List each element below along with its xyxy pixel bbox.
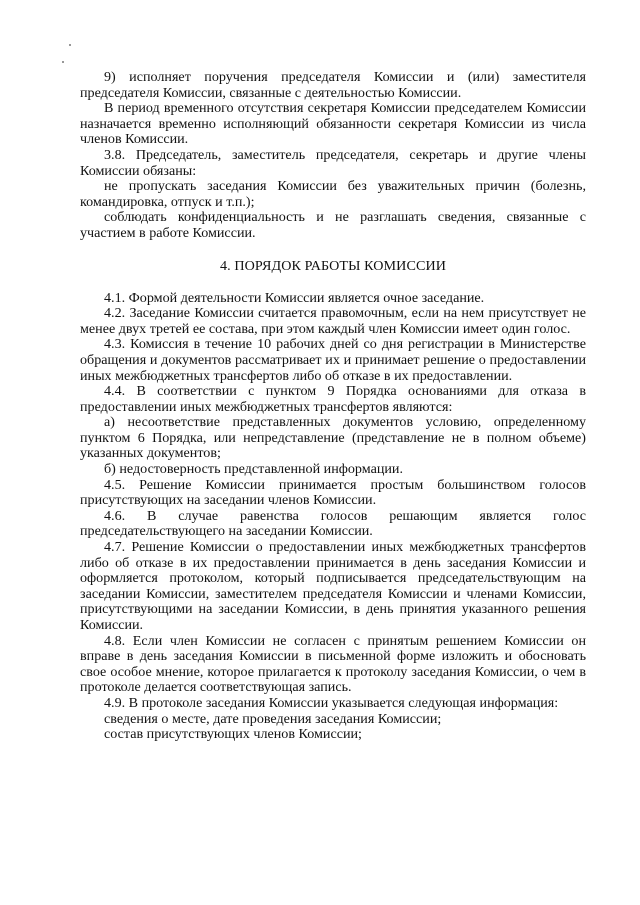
scan-speck [69, 44, 71, 46]
paragraph: 4.2. Заседание Комиссии считается правомочным, если на нем присутствует не менее двух третей ее состава, при этом каждый член Комиссии имеет один голос. [80, 305, 586, 337]
paragraph: 4.3. Комиссия в течение 10 рабочих дней со дня регистрации в Министерстве обращения и документов рассматривает их и принимает решение о предоставлении иных межбюджетных трансфертов либо об отказе в их предоставлении. [80, 336, 586, 384]
paragraph: соблюдать конфиденциальность и не разглашать сведения, связанные с участием в работе Комиссии. [80, 209, 586, 241]
paragraph: а) несоответствие представленных документов условию, определенному пунктом 6 Порядка, или непредставление (представление не в полном объеме) указанных документов; [80, 414, 586, 462]
scan-speck [62, 61, 64, 63]
paragraph: б) недостоверность представленной информации. [104, 461, 403, 478]
paragraph: 4.1. Формой деятельности Комиссии является очное заседание. [104, 289, 485, 306]
paragraph: В период временного отсутствия секретаря Комиссии председателем Комиссии назначается временно исполняющий обязанности секретаря Комиссии из числа членов Комиссии. [80, 100, 586, 148]
section-heading: 4. ПОРЯДОК РАБОТЫ КОМИССИИ [219, 257, 447, 274]
paragraph: 4.8. Если член Комиссии не согласен с принятым решением Комиссии он вправе в день заседания Комиссии в письменной форме изложить и обосновать свое особое мнение, которое прилагается к протоколу заседания Комиссии, о чем в протоколе делается соответствующая запись. [80, 632, 586, 696]
paragraph: состав присутствующих членов Комиссии; [104, 726, 362, 743]
paragraph: 4.5. Решение Комиссии принимается простым большинством голосов присутствующих на заседании членов Комиссии. [80, 476, 586, 509]
paragraph: 4.7. Решение Комиссии о предоставлении иных межбюджетных трансфертов либо об отказе в их предоставлении принимается в день заседания Комиссии и оформляется протоколом, который подписывается председательствующим на заседании Комиссии, заместителем председателя Комиссии и членами Комиссии, присутствующими на заседании Комиссии, в день принятия указанного решения Комиссии. [80, 539, 586, 633]
document-body [80, 70, 586, 743]
paragraph: 4.4. В соответствии с пунктом 9 Порядка основаниями для отказа в предоставлении иных межбюджетных трансфертов являются: [80, 383, 586, 415]
paragraph: 4.6. В случае равенства голосов решающим является голос председательствующего на заседании Комиссии. [80, 507, 586, 540]
paragraph: сведения о месте, дате проведения заседания Комиссии; [104, 710, 442, 727]
paragraph: 9) исполняет поручения председателя Комиссии и (или) заместителя председателя Комиссии, связанные с деятельностью Комиссии. [80, 69, 586, 101]
paragraph: 3.8. Председатель, заместитель председателя, секретарь и другие члены Комиссии обязаны: [80, 146, 586, 179]
paragraph: 4.9. В протоколе заседания Комиссии указывается следующая информация: [104, 694, 559, 711]
paragraph: не пропускать заседания Комиссии без уважительных причин (болезнь, командировка, отпуск и т.п.); [80, 178, 586, 210]
